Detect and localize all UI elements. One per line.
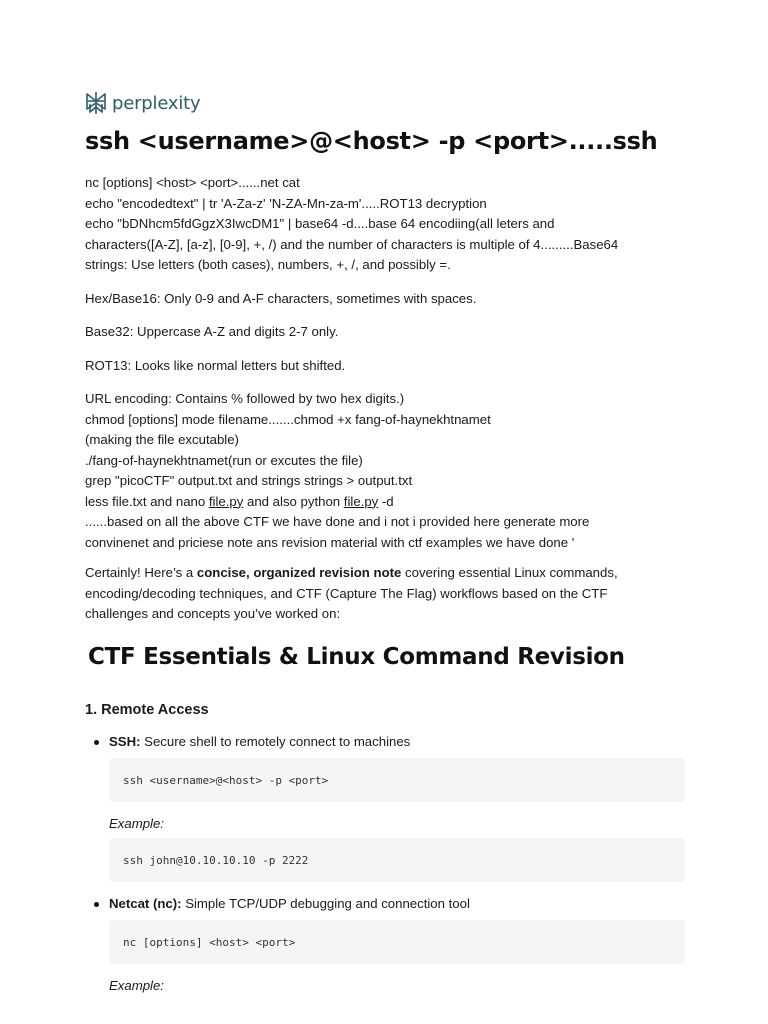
item-label: Netcat (nc):	[109, 896, 182, 911]
section-title: 1. Remote Access	[85, 702, 209, 718]
intro-bold: concise, organized revision note	[196, 565, 402, 580]
query-line: (making the file excutable)	[85, 432, 239, 447]
perplexity-logo[interactable]	[85, 90, 200, 116]
query-line: echo "encodedtext" | tr 'A-Za-z' 'N-ZA-Mn-za-m'.....ROT13 decryption	[85, 195, 487, 211]
intro-suffix: covering essential Linux commands,	[401, 565, 618, 580]
code-block[interactable]: ssh <username>@<host> -p <port>	[109, 758, 685, 802]
query-line: grep "picoCTF" output.txt and strings strings > output.txt	[85, 473, 413, 488]
list-item	[85, 894, 685, 996]
query-title: ssh <username>@<host> -p <port>.....ssh	[85, 127, 658, 155]
query-line: chmod [options] mode filename.......chmod +x fang-of-haynekhtnamet	[85, 411, 491, 427]
list-item	[85, 732, 685, 882]
less-suffix: -d	[378, 493, 394, 509]
item-text	[109, 894, 685, 914]
query-line: nc [options] <host> <port>......net cat	[85, 175, 300, 190]
answer-intro-line: challenges and concepts you’ve worked on:	[85, 606, 341, 621]
file-link[interactable]: file.py	[208, 493, 244, 509]
code-block[interactable]: ssh john@10.10.10.10 -p 2222	[109, 838, 685, 882]
item-desc: Simple TCP/UDP debugging and connection tool	[181, 896, 470, 911]
query-line: URL encoding: Contains % followed by two hex digits.)	[85, 391, 405, 406]
answer-heading: CTF Essentials & Linux Command Revision	[88, 644, 625, 670]
query-rot13: ROT13: Looks like normal letters but shifted.	[85, 357, 346, 373]
query-line: characters([A-Z], [a-z], [0-9], +, /) and the number of characters is multiple of 4.........Base64	[85, 236, 619, 252]
query-line: echo "bDNhcm5fdGgzX3IwcDM1" | base64 -d....base 64 encodiing(all leters and	[85, 216, 555, 231]
less-prefix: less file.txt and nano	[85, 493, 209, 509]
less-mid: and also python	[243, 493, 344, 509]
item-label: SSH:	[109, 734, 141, 749]
answer-intro-line: encoding/decoding techniques, and CTF (Capture The Flag) workflows based on the CTF	[85, 585, 608, 601]
query-base32: Base32: Uppercase A-Z and digits 2-7 only.	[85, 324, 339, 339]
query-less-line	[85, 492, 685, 513]
bullet-icon	[94, 740, 99, 745]
perplexity-logo-icon	[85, 91, 107, 115]
answer-intro	[85, 563, 685, 584]
intro-prefix: Certainly! Here’s a	[85, 565, 197, 580]
query-hex: Hex/Base16: Only 0-9 and A-F characters, sometimes with spaces.	[85, 290, 477, 306]
example-label: Example:	[109, 978, 164, 993]
query-line: strings: Use letters (both cases), numbers, +, /, and possibly =.	[85, 257, 451, 272]
item-text	[109, 732, 685, 752]
query-line: ......based on all the above CTF we have done and i not i provided here generate more	[85, 514, 590, 529]
query-line: ./fang-of-haynekhtnamet(run or excutes the file)	[85, 452, 363, 468]
item-desc: Secure shell to remotely connect to machines	[140, 734, 411, 749]
query-body	[85, 173, 685, 625]
example-label: Example:	[109, 816, 164, 831]
file-link[interactable]: file.py	[343, 493, 379, 509]
code-block[interactable]: nc [options] <host> <port>	[109, 920, 685, 964]
section-list	[85, 732, 685, 996]
query-line: convinenet and priciese note ans revision material with ctf examples we have done '	[85, 534, 575, 550]
bullet-icon	[94, 902, 99, 907]
brand-name: perplexity	[112, 92, 201, 114]
